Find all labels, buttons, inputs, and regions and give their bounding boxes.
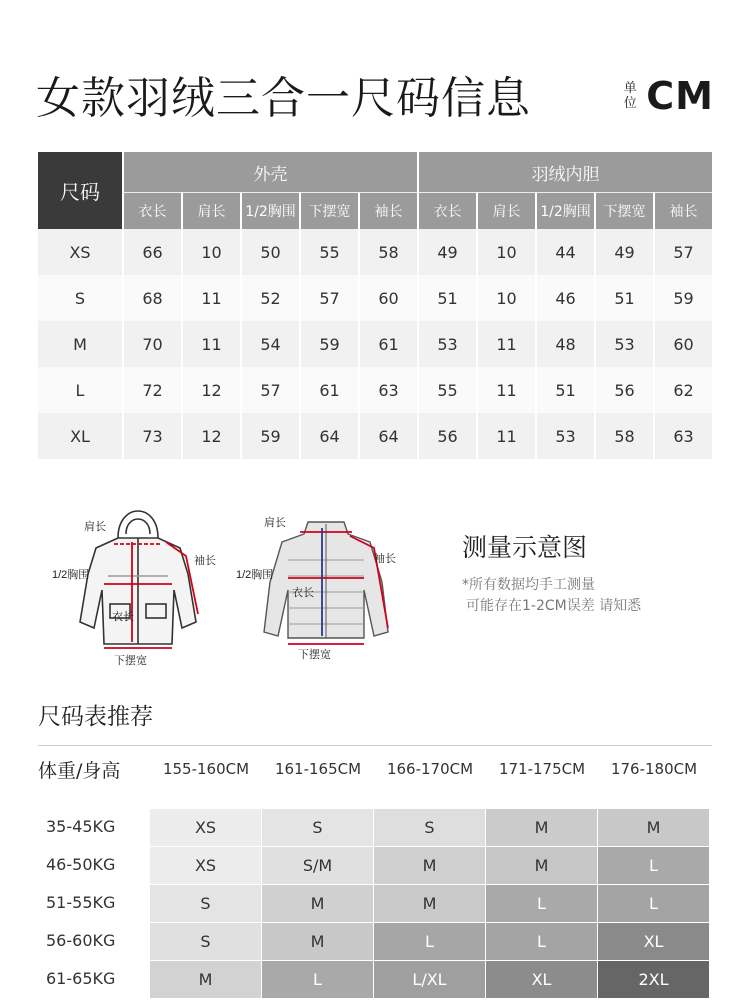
recommend-size-cell: M <box>262 923 373 960</box>
sub-header: 袖长 <box>653 192 712 229</box>
recommend-row <box>38 961 712 998</box>
shell-jacket-diagram <box>48 494 228 674</box>
recommend-size-cell: L <box>598 847 709 884</box>
recommend-size-cell: L <box>486 923 597 960</box>
weight-label: 56-60KG <box>46 931 116 950</box>
value-cell: 11 <box>181 321 240 367</box>
value-cell: 10 <box>476 229 535 275</box>
recommend-row <box>38 847 712 884</box>
liner-jacket-diagram <box>236 512 416 662</box>
recommend-size-cell: S <box>262 809 373 846</box>
recommend-row <box>38 885 712 922</box>
liner-hem-label: 下摆宽 <box>298 649 331 661</box>
value-cell: 72 <box>122 367 181 413</box>
recommend-size-cell: L <box>374 923 485 960</box>
value-cell: 58 <box>358 229 417 275</box>
value-cell: 10 <box>476 275 535 321</box>
weight-label: 35-45KG <box>46 817 116 836</box>
size-cell: S <box>38 275 122 321</box>
recommend-size-cell: L <box>262 961 373 998</box>
value-cell: 11 <box>476 367 535 413</box>
recommend-size-cell: S <box>374 809 485 846</box>
recommend-size-cell: S/M <box>262 847 373 884</box>
unit-cm: CM <box>646 74 714 118</box>
value-cell: 49 <box>594 229 653 275</box>
recommend-size-cell: M <box>262 885 373 922</box>
group-outer-shell: 外壳 <box>122 152 417 192</box>
weight-label: 61-65KG <box>46 969 116 988</box>
value-cell: 11 <box>181 275 240 321</box>
hood-outline <box>118 511 158 538</box>
value-cell: 12 <box>181 367 240 413</box>
recommend-size-cell: M <box>374 847 485 884</box>
recommend-size-cell: M <box>486 809 597 846</box>
value-cell: 51 <box>594 275 653 321</box>
size-cell: XL <box>38 413 122 459</box>
recommend-title: 尺码表推荐 <box>38 704 153 730</box>
recommend-size-cell: L/XL <box>374 961 485 998</box>
liner-shoulder-label: 肩长 <box>264 517 286 529</box>
sub-header: 下摆宽 <box>299 192 358 229</box>
unit-small-1: 单 <box>623 81 637 96</box>
unit-small-2: 位 <box>623 96 637 111</box>
recommend-size-cell: M <box>150 961 261 998</box>
recommend-size-cell: S <box>150 885 261 922</box>
value-cell: 55 <box>417 367 476 413</box>
value-cell: 44 <box>535 229 594 275</box>
value-cell: 70 <box>122 321 181 367</box>
size-cell: XS <box>38 229 122 275</box>
value-cell: 57 <box>653 229 712 275</box>
table-row <box>38 275 712 321</box>
weight-label: 51-55KG <box>46 893 116 912</box>
recommend-size-cell: L <box>598 885 709 922</box>
value-cell: 50 <box>240 229 299 275</box>
sub-header: 肩长 <box>181 192 240 229</box>
recommend-size-cell: XS <box>150 847 261 884</box>
value-cell: 58 <box>594 413 653 459</box>
group-down-liner: 羽绒内胆 <box>417 152 712 192</box>
recommend-size-cell: XS <box>150 809 261 846</box>
recommend-size-cell: 2XL <box>598 961 709 998</box>
height-header: 176-180CM <box>610 760 698 778</box>
value-cell: 54 <box>240 321 299 367</box>
shell-length-label: 衣长 <box>112 611 134 623</box>
value-cell: 53 <box>594 321 653 367</box>
value-cell: 52 <box>240 275 299 321</box>
measure-title: 测量示意图 <box>462 533 588 562</box>
shell-shoulder-label: 肩长 <box>84 521 106 533</box>
divider <box>38 745 712 746</box>
size-cell: M <box>38 321 122 367</box>
sub-header: 下摆宽 <box>594 192 653 229</box>
value-cell: 55 <box>299 229 358 275</box>
value-cell: 10 <box>181 229 240 275</box>
height-header: 155-160CM <box>162 760 250 778</box>
value-cell: 11 <box>476 321 535 367</box>
value-cell: 59 <box>299 321 358 367</box>
recommend-size-cell: M <box>374 885 485 922</box>
sub-header: 衣长 <box>417 192 476 229</box>
shell-chest-label: 1/2胸围 <box>52 569 90 581</box>
recommend-size-cell: M <box>486 847 597 884</box>
value-cell: 59 <box>240 413 299 459</box>
value-cell: 12 <box>181 413 240 459</box>
size-cell: L <box>38 367 122 413</box>
recommend-row <box>38 923 712 960</box>
value-cell: 46 <box>535 275 594 321</box>
value-cell: 62 <box>653 367 712 413</box>
recommend-row <box>38 809 712 846</box>
value-cell: 48 <box>535 321 594 367</box>
value-cell: 61 <box>358 321 417 367</box>
height-header: 171-175CM <box>498 760 586 778</box>
value-cell: 59 <box>653 275 712 321</box>
liner-chest-label: 1/2胸围 <box>236 569 274 581</box>
recommend-size-cell: L <box>486 885 597 922</box>
sub-header: 袖长 <box>358 192 417 229</box>
recommend-corner: 体重/身高 <box>38 760 121 782</box>
recommend-size-cell: XL <box>486 961 597 998</box>
liner-sleeve-label: 袖长 <box>374 553 396 565</box>
height-header: 166-170CM <box>386 760 474 778</box>
recommend-size-cell: XL <box>598 923 709 960</box>
value-cell: 53 <box>535 413 594 459</box>
height-header: 161-165CM <box>274 760 362 778</box>
recommend-size-cell: M <box>598 809 709 846</box>
unit-label <box>622 74 714 118</box>
value-cell: 63 <box>653 413 712 459</box>
size-corner: 尺码 <box>38 152 122 229</box>
value-cell: 51 <box>417 275 476 321</box>
table-row <box>38 229 712 275</box>
value-cell: 64 <box>358 413 417 459</box>
table-row <box>38 367 712 413</box>
value-cell: 11 <box>476 413 535 459</box>
sub-header: 衣长 <box>122 192 181 229</box>
measure-note-2: 可能存在1-2CM误差 请知悉 <box>466 598 642 614</box>
value-cell: 49 <box>417 229 476 275</box>
value-cell: 57 <box>240 367 299 413</box>
value-cell: 51 <box>535 367 594 413</box>
value-cell: 57 <box>299 275 358 321</box>
recommend-size-cell: S <box>150 923 261 960</box>
sub-header: 1/2胸围 <box>240 192 299 229</box>
value-cell: 61 <box>299 367 358 413</box>
value-cell: 73 <box>122 413 181 459</box>
value-cell: 60 <box>653 321 712 367</box>
value-cell: 66 <box>122 229 181 275</box>
table-row <box>38 413 712 459</box>
value-cell: 64 <box>299 413 358 459</box>
value-cell: 56 <box>594 367 653 413</box>
shell-hem-label: 下摆宽 <box>114 655 147 667</box>
value-cell: 68 <box>122 275 181 321</box>
weight-label: 46-50KG <box>46 855 116 874</box>
measure-note-1: *所有数据均手工测量 <box>462 577 595 593</box>
sub-header-row <box>38 192 712 229</box>
size-table <box>38 152 712 459</box>
value-cell: 60 <box>358 275 417 321</box>
shell-sleeve-label: 袖长 <box>194 555 216 567</box>
sub-header: 1/2胸围 <box>535 192 594 229</box>
liner-length-label: 衣长 <box>292 587 314 599</box>
value-cell: 53 <box>417 321 476 367</box>
table-row <box>38 321 712 367</box>
value-cell: 63 <box>358 367 417 413</box>
recommend-header <box>38 756 712 786</box>
sub-header: 肩长 <box>476 192 535 229</box>
page-title: 女款羽绒三合一尺码信息 <box>36 73 531 124</box>
value-cell: 56 <box>417 413 476 459</box>
